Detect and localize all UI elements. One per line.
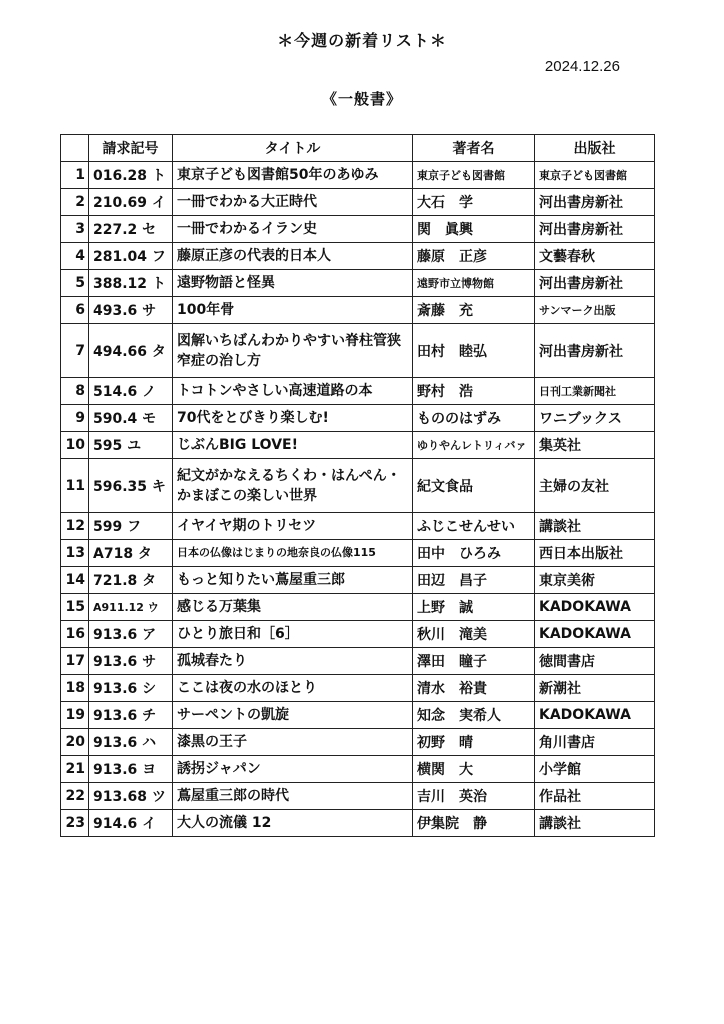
table-row — [61, 378, 655, 405]
title-cell: 遠野物語と怪異 — [173, 270, 413, 297]
title-cell: イヤイヤ期のトリセツ — [173, 513, 413, 540]
row-number-cell: 19 — [61, 702, 89, 729]
title-cell: 70代をとびきり楽しむ! — [173, 405, 413, 432]
row-number-cell: 12 — [61, 513, 89, 540]
title-cell: 大人の流儀 12 — [173, 810, 413, 837]
table-row — [61, 216, 655, 243]
author-cell: 斎藤 充 — [413, 297, 535, 324]
row-number-cell: 13 — [61, 540, 89, 567]
table-row — [61, 783, 655, 810]
row-number-cell: 16 — [61, 621, 89, 648]
list-date: 2024.12.26 — [544, 58, 620, 75]
call-number-cell: A911.12 ウ — [89, 594, 173, 621]
publisher-cell: 講談社 — [535, 810, 655, 837]
call-number-cell: 596.35 キ — [89, 459, 173, 513]
publisher-cell: KADOKAWA — [535, 594, 655, 621]
table-row — [61, 756, 655, 783]
table-row — [61, 270, 655, 297]
title-cell: 一冊でわかるイラン史 — [173, 216, 413, 243]
row-number-cell: 18 — [61, 675, 89, 702]
column-header-call-number: 請求記号 — [89, 135, 173, 162]
table-row — [61, 540, 655, 567]
author-cell: 紀文食品 — [413, 459, 535, 513]
publisher-cell: 新潮社 — [535, 675, 655, 702]
row-number-cell: 20 — [61, 729, 89, 756]
row-number-cell: 15 — [61, 594, 89, 621]
call-number-cell: 281.04 フ — [89, 243, 173, 270]
row-number-cell: 2 — [61, 189, 89, 216]
author-cell: 清水 裕貴 — [413, 675, 535, 702]
title-cell: 紀文がかなえるちくわ・はんぺん・かまぼこの楽しい世界 — [173, 459, 413, 513]
row-number-cell: 3 — [61, 216, 89, 243]
table-row — [61, 189, 655, 216]
call-number-cell: 914.6 イ — [89, 810, 173, 837]
table-row — [61, 243, 655, 270]
table-row — [61, 621, 655, 648]
call-number-cell: 913.6 ヨ — [89, 756, 173, 783]
call-number-cell: 514.6 ノ — [89, 378, 173, 405]
publisher-cell: サンマーク出版 — [535, 297, 655, 324]
row-number-cell: 8 — [61, 378, 89, 405]
call-number-cell: 721.8 タ — [89, 567, 173, 594]
title-cell: 感じる万葉集 — [173, 594, 413, 621]
row-number-cell: 21 — [61, 756, 89, 783]
publisher-cell: 河出書房新社 — [535, 270, 655, 297]
table-row — [61, 297, 655, 324]
author-cell: 初野 晴 — [413, 729, 535, 756]
table-row — [61, 459, 655, 513]
call-number-cell: 016.28 ト — [89, 162, 173, 189]
row-number-cell: 6 — [61, 297, 89, 324]
call-number-cell: 913.6 チ — [89, 702, 173, 729]
table-row — [61, 324, 655, 378]
table-row — [61, 594, 655, 621]
table-body — [61, 162, 655, 837]
column-header-number — [61, 135, 89, 162]
row-number-cell: 1 — [61, 162, 89, 189]
title-cell: ここは夜の水のほとり — [173, 675, 413, 702]
title-cell: 一冊でわかる大正時代 — [173, 189, 413, 216]
author-cell: 藤原 正彦 — [413, 243, 535, 270]
author-cell: 横関 大 — [413, 756, 535, 783]
row-number-cell: 4 — [61, 243, 89, 270]
call-number-cell: 595 ユ — [89, 432, 173, 459]
publisher-cell: KADOKAWA — [535, 702, 655, 729]
row-number-cell: 23 — [61, 810, 89, 837]
title-cell: じぶんBIG LOVE! — [173, 432, 413, 459]
title-cell: 東京子ども図書館50年のあゆみ — [173, 162, 413, 189]
row-number-cell: 14 — [61, 567, 89, 594]
call-number-cell: 388.12 ト — [89, 270, 173, 297]
table-row — [61, 810, 655, 837]
table-row — [61, 405, 655, 432]
publisher-cell: 東京美術 — [535, 567, 655, 594]
new-books-table — [60, 134, 655, 837]
publisher-cell: 作品社 — [535, 783, 655, 810]
section-heading: 《一般書》 — [321, 90, 402, 108]
title-cell: 日本の仏像はじまりの地奈良の仏像115 — [173, 540, 413, 567]
table-row — [61, 432, 655, 459]
table-row — [61, 162, 655, 189]
table-header-row — [61, 135, 655, 162]
author-cell: 秋川 滝美 — [413, 621, 535, 648]
table-row — [61, 729, 655, 756]
call-number-cell: 493.6 サ — [89, 297, 173, 324]
publisher-cell: 日刊工業新聞社 — [535, 378, 655, 405]
author-cell: 野村 浩 — [413, 378, 535, 405]
author-cell: 伊集院 静 — [413, 810, 535, 837]
author-cell: ゆりやんレトリィバァ — [413, 432, 535, 459]
call-number-cell: A718 タ — [89, 540, 173, 567]
publisher-cell: 河出書房新社 — [535, 189, 655, 216]
publisher-cell: 小学館 — [535, 756, 655, 783]
title-cell: サーペントの凱旋 — [173, 702, 413, 729]
publisher-cell: 文藝春秋 — [535, 243, 655, 270]
call-number-cell: 913.6 ア — [89, 621, 173, 648]
table-row — [61, 648, 655, 675]
table-row — [61, 567, 655, 594]
call-number-cell: 599 フ — [89, 513, 173, 540]
publisher-cell: 河出書房新社 — [535, 324, 655, 378]
author-cell: もののはずみ — [413, 405, 535, 432]
table-row — [61, 702, 655, 729]
call-number-cell: 913.6 シ — [89, 675, 173, 702]
publisher-cell: KADOKAWA — [535, 621, 655, 648]
call-number-cell: 590.4 モ — [89, 405, 173, 432]
publisher-cell: 西日本出版社 — [535, 540, 655, 567]
column-header-publisher: 出版社 — [535, 135, 655, 162]
row-number-cell: 7 — [61, 324, 89, 378]
author-cell: 吉川 英治 — [413, 783, 535, 810]
title-cell: 図解いちばんわかりやすい脊柱管狭窄症の治し方 — [173, 324, 413, 378]
table-row — [61, 513, 655, 540]
row-number-cell: 10 — [61, 432, 89, 459]
column-header-author: 著者名 — [413, 135, 535, 162]
title-cell: 漆黒の王子 — [173, 729, 413, 756]
author-cell: 遠野市立博物館 — [413, 270, 535, 297]
publisher-cell: ワニブックス — [535, 405, 655, 432]
publisher-cell: 東京子ども図書館 — [535, 162, 655, 189]
publisher-cell: 角川書店 — [535, 729, 655, 756]
row-number-cell: 22 — [61, 783, 89, 810]
publisher-cell: 集英社 — [535, 432, 655, 459]
column-header-title: タイトル — [173, 135, 413, 162]
author-cell: 関 眞興 — [413, 216, 535, 243]
author-cell: 田辺 昌子 — [413, 567, 535, 594]
list-title: ＊今週の新着リスト＊ — [277, 31, 447, 50]
author-cell: 上野 誠 — [413, 594, 535, 621]
publisher-cell: 講談社 — [535, 513, 655, 540]
title-cell: 誘拐ジャパン — [173, 756, 413, 783]
title-cell: 孤城春たり — [173, 648, 413, 675]
author-cell: 田村 睦弘 — [413, 324, 535, 378]
author-cell: 知念 実希人 — [413, 702, 535, 729]
publisher-cell: 主婦の友社 — [535, 459, 655, 513]
publisher-cell: 河出書房新社 — [535, 216, 655, 243]
call-number-cell: 913.6 サ — [89, 648, 173, 675]
title-cell: もっと知りたい蔦屋重三郎 — [173, 567, 413, 594]
row-number-cell: 9 — [61, 405, 89, 432]
title-cell: 藤原正彦の代表的日本人 — [173, 243, 413, 270]
call-number-cell: 913.68 ツ — [89, 783, 173, 810]
author-cell: 澤田 瞳子 — [413, 648, 535, 675]
call-number-cell: 210.69 イ — [89, 189, 173, 216]
author-cell: 田中 ひろみ — [413, 540, 535, 567]
row-number-cell: 5 — [61, 270, 89, 297]
row-number-cell: 11 — [61, 459, 89, 513]
row-number-cell: 17 — [61, 648, 89, 675]
author-cell: 東京子ども図書館 — [413, 162, 535, 189]
title-cell: 蔦屋重三郎の時代 — [173, 783, 413, 810]
call-number-cell: 494.66 タ — [89, 324, 173, 378]
publisher-cell: 徳間書店 — [535, 648, 655, 675]
author-cell: 大石 学 — [413, 189, 535, 216]
call-number-cell: 227.2 セ — [89, 216, 173, 243]
table-row — [61, 675, 655, 702]
title-cell: ひとり旅日和［6］ — [173, 621, 413, 648]
author-cell: ふじこせんせい — [413, 513, 535, 540]
title-cell: トコトンやさしい高速道路の本 — [173, 378, 413, 405]
call-number-cell: 913.6 ハ — [89, 729, 173, 756]
title-cell: 100年骨 — [173, 297, 413, 324]
